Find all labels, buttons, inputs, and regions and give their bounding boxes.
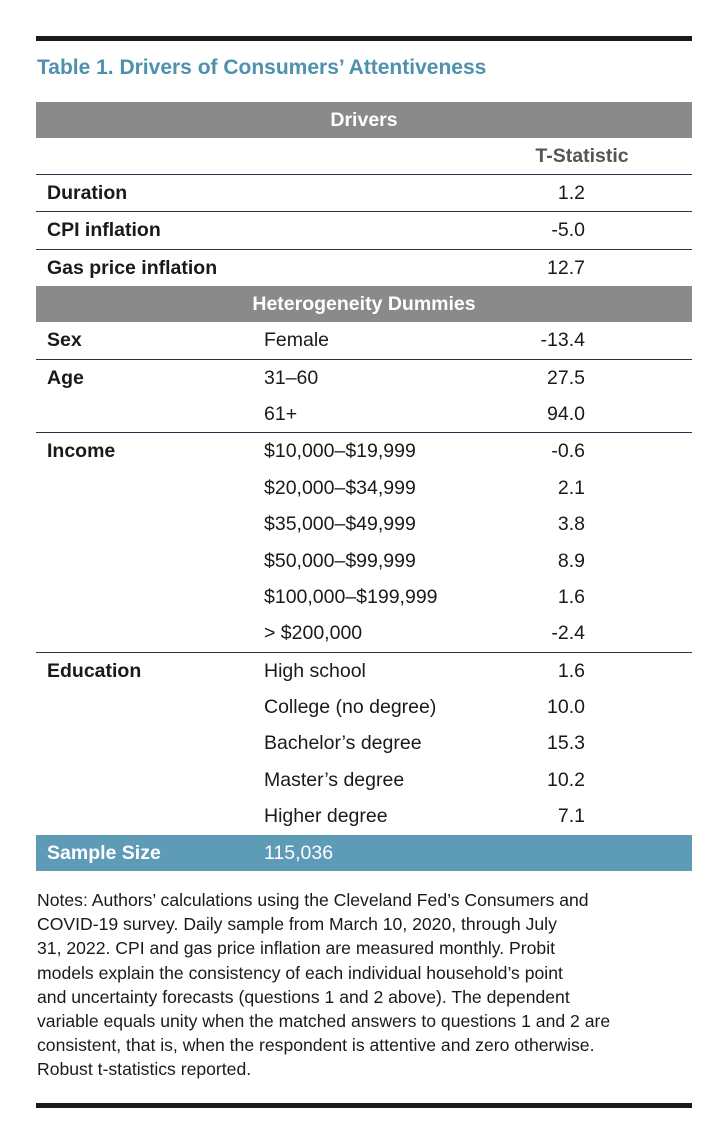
driver-row: [36, 175, 692, 212]
t-statistic-value: 12.7: [547, 256, 585, 279]
driver-row: [36, 212, 692, 249]
row-category: Female: [264, 329, 330, 352]
notes-line: and uncertainty forecasts (questions 1 and 2 above). The dependent: [37, 986, 570, 1007]
row-category: Master’s degree: [264, 768, 405, 791]
dummy-row: [36, 506, 692, 542]
sample-size-row: [36, 835, 692, 871]
row-category: $20,000–$34,999: [264, 476, 416, 499]
t-statistic-value: 1.6: [557, 659, 585, 682]
notes-line: COVID-19 survey. Daily sample from March 10, 2020, through July: [37, 914, 557, 935]
heterogeneity-band: Heterogeneity Dummies: [36, 286, 692, 322]
row-category: High school: [264, 659, 366, 682]
notes-line: Notes: Authors’ calculations using the Cleveland Fed’s Consumers and: [37, 890, 589, 910]
row-category: > $200,000: [264, 622, 363, 645]
dummy-row: [36, 360, 692, 396]
row-label: Gas price inflation: [47, 256, 218, 279]
t-statistic-value: -2.4: [551, 622, 585, 645]
dummy-row: [36, 579, 692, 615]
t-statistic-value: -5.0: [551, 219, 585, 242]
row-label: Sex: [47, 329, 82, 352]
dummy-row: [36, 689, 692, 725]
row-category: 31–60: [264, 366, 319, 389]
dummy-row: [36, 615, 692, 652]
table-notes: [37, 888, 692, 1082]
drivers-rows: [36, 175, 692, 286]
row-label: Education: [47, 659, 142, 682]
dummy-row: [36, 798, 692, 834]
dummy-row: [36, 543, 692, 579]
notes-line: consistent, that is, when the respondent is attentive and zero otherwise.: [37, 1035, 595, 1056]
drivers-table: [36, 102, 692, 871]
sample-size-value: 115,036: [264, 841, 334, 864]
driver-row: [36, 250, 692, 286]
row-category: $100,000–$199,999: [264, 585, 438, 608]
notes-line: 31, 2022. CPI and gas price inflation are measured monthly. Probit: [37, 938, 556, 959]
notes-line: models explain the consistency of each individual household’s point: [37, 962, 563, 983]
t-statistic-value: 10.0: [547, 696, 585, 719]
dummy-row: [36, 653, 692, 689]
table-title: Table 1. Drivers of Consumers’ Attentiveness: [37, 56, 487, 79]
dummy-row: [36, 725, 692, 761]
t-statistic-value: 8.9: [557, 549, 585, 572]
dummy-row: [36, 470, 692, 506]
notes-line: variable equals unity when the matched answers to questions 1 and 2 are: [37, 1011, 611, 1032]
t-statistic-value: 27.5: [547, 366, 585, 389]
t-statistic-value: 3.8: [557, 513, 585, 536]
row-label: Duration: [47, 182, 128, 204]
top-rule: [36, 36, 692, 41]
row-label: Income: [47, 440, 116, 463]
t-statistic-value: 1.6: [557, 585, 585, 608]
drivers-band: Drivers: [36, 102, 692, 138]
dummy-row: [36, 433, 692, 469]
t-statistic-header: T-Statistic: [535, 145, 629, 167]
row-category: Bachelor’s degree: [264, 732, 422, 755]
t-statistic-value: 1.2: [557, 182, 585, 204]
row-category: 61+: [264, 402, 298, 425]
notes-line: Robust t-statistics reported.: [37, 1059, 252, 1080]
t-statistic-value: 15.3: [547, 732, 585, 755]
t-statistic-value: -13.4: [540, 329, 585, 352]
row-category: $50,000–$99,999: [264, 549, 416, 572]
dummy-row: [36, 762, 692, 798]
t-statistic-value: -0.6: [551, 440, 585, 463]
t-statistic-value: 94.0: [547, 402, 585, 425]
t-statistic-value: 2.1: [557, 476, 585, 499]
row-category: $10,000–$19,999: [264, 440, 416, 463]
t-statistic-value: 10.2: [547, 768, 585, 791]
row-label: Age: [47, 366, 84, 389]
dummy-row: [36, 322, 692, 359]
heterogeneity-rows: [36, 322, 692, 834]
sample-size-label: Sample Size: [47, 841, 161, 864]
bottom-rule: [36, 1103, 692, 1108]
row-category: Higher degree: [264, 805, 388, 828]
row-label: CPI inflation: [47, 219, 161, 242]
row-category: College (no degree): [264, 696, 437, 719]
column-header-row: [36, 138, 692, 175]
t-statistic-value: 7.1: [557, 805, 585, 828]
dummy-row: [36, 396, 692, 433]
row-category: $35,000–$49,999: [264, 513, 416, 536]
